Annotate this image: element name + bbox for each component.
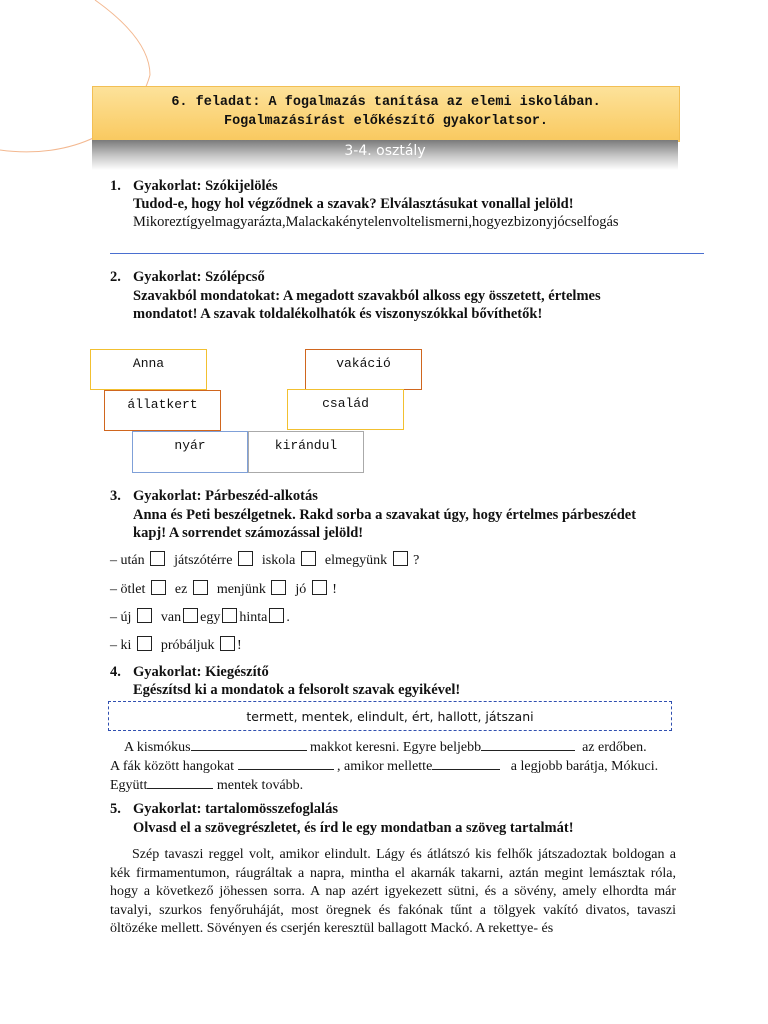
dialogue-punct: ? [413, 553, 420, 568]
number-box[interactable] [151, 580, 166, 595]
number-box[interactable] [393, 551, 408, 566]
word-box-kirandul [248, 431, 364, 473]
dialogue-word: – ki [110, 638, 132, 653]
dialogue-word: – után [110, 553, 145, 568]
exercise-title: Gyakorlat: Szókijelölés [133, 178, 278, 194]
dialogue-word: játszótérre [174, 553, 233, 568]
word-chain-text: Mikoreztígyelmagyarázta,Malackakénytelenvoltelismerni,hogyezbizonyjócselfogás [133, 214, 619, 230]
dialogue-word: ez [174, 582, 188, 597]
dialogue-row-1 [110, 551, 419, 569]
dialogue-word: van [160, 610, 182, 625]
dialogue-row-2 [110, 580, 337, 598]
dialogue-word: jó [295, 582, 307, 597]
blank-field[interactable] [191, 738, 307, 751]
fill-in-paragraph [110, 738, 676, 795]
blank-field[interactable] [238, 757, 334, 770]
sentence-part: , amikor mellette [337, 759, 433, 774]
exercise-title: Gyakorlat: tartalomösszefoglalás [133, 801, 338, 817]
sentence-part: az erdőben. [582, 740, 647, 755]
dialogue-row-4 [110, 636, 242, 654]
sentence-part: A fák között hangokat [110, 759, 235, 774]
word-box-label: állatkert [127, 397, 198, 412]
dialogue-row-3 [110, 608, 290, 626]
exercise-number: 4. [110, 664, 121, 680]
sentence-part: makkot keresni. Egyre beljebb [310, 740, 482, 755]
exercise-title: Gyakorlat: Kiegészítő [133, 664, 269, 680]
dialogue-word: – ötlet [110, 582, 146, 597]
story-excerpt: Szép tavaszi reggel volt, amikor elindult. Lágy és átlátszó kis felhők játszadoztak boldogan a kék firmamentumon, ráugráltak a napra, mintha el akarnák takarni, aztán megint lemásztak róla, hogy a következő jöhessen sorra. A nap azért igyekezett sütni, és a sövény, amely elhordta már tavalyi, szurkos fenyőruháját, most öregnek és fakónak tűnt a tölgyek vakító divatos, tavaszi öltözéke mellett. Sövényen és cserjén keresztül ballagott Mackó. A rekettye- és [110, 847, 676, 936]
number-box[interactable] [271, 580, 286, 595]
exercise-instruction-2: mondatot! A szavak toldalékolhatók és viszonyszókkal bővíthetők! [133, 306, 543, 322]
number-box[interactable] [312, 580, 327, 595]
number-box[interactable] [301, 551, 316, 566]
sentence-part: A kismókus [124, 740, 191, 755]
blank-field[interactable] [147, 776, 213, 789]
dialogue-punct: . [286, 610, 290, 625]
exercise-instruction-1: Szavakból mondatokat: A megadott szavakból alkoss egy összetett, értelmes [133, 288, 601, 304]
word-box-allatkert [104, 390, 221, 431]
header-title-line1: 6. feladat: A fogalmazás tanítása az elemi iskolában. [171, 95, 601, 110]
exercise-number: 1. [110, 178, 121, 194]
word-box-anna [90, 349, 207, 390]
header-title-line2: Fogalmazásírást előkészítő gyakorlatsor. [223, 114, 549, 129]
sentence-part: a legjobb barátja, Mókuci. [510, 759, 659, 774]
blank-field[interactable] [432, 757, 500, 770]
header-banner [92, 86, 680, 142]
number-box[interactable] [183, 608, 198, 623]
fill-in-line-2 [110, 757, 676, 776]
word-box-label: nyár [174, 438, 206, 453]
exercise-number: 2. [110, 269, 121, 285]
word-list-box: termett, mentek, elindult, ért, hallott, játszani [108, 701, 672, 731]
exercise-instruction: Tudod-e, hogy hol végződnek a szavak? Elválasztásukat vonallal jelöld! [133, 196, 574, 212]
number-box[interactable] [150, 551, 165, 566]
fill-in-line-3 [110, 776, 676, 795]
number-box[interactable] [269, 608, 284, 623]
number-box[interactable] [220, 636, 235, 651]
dialogue-punct: ! [332, 582, 337, 597]
blank-field[interactable] [481, 738, 575, 751]
answer-line[interactable] [110, 253, 704, 254]
exercise-title: Gyakorlat: Párbeszéd-alkotás [133, 488, 318, 504]
number-box[interactable] [238, 551, 253, 566]
word-box-vakacio [305, 349, 422, 390]
word-box-csalad [287, 389, 404, 430]
word-box-label: család [322, 396, 369, 411]
dialogue-word: menjünk [216, 582, 266, 597]
dialogue-punct: ! [237, 638, 242, 653]
word-box-label: Anna [132, 356, 165, 371]
exercise-instruction: Olvasd el a szövegrészletet, és írd le egy mondatban a szöveg tartalmát! [133, 820, 574, 836]
exercise-instruction: Egészítsd ki a mondatok a felsorolt szavak egyikével! [133, 682, 461, 698]
grade-banner [92, 140, 678, 170]
exercise-number: 5. [110, 801, 121, 817]
exercise-title: Gyakorlat: Szólépcső [133, 269, 265, 285]
sentence-part: Együtt [110, 778, 148, 793]
word-box-nyar [132, 431, 248, 473]
dialogue-word: egy [200, 610, 221, 625]
number-box[interactable] [193, 580, 208, 595]
dialogue-word: elmegyünk [324, 553, 388, 568]
exercise-number: 3. [110, 488, 121, 504]
dialogue-word: iskola [261, 553, 296, 568]
dialogue-word: – új [110, 610, 132, 625]
exercise-instruction-1: Anna és Peti beszélgetnek. Rakd sorba a szavakat úgy, hogy értelmes párbeszédet [133, 507, 637, 523]
grade-label: 3-4. osztály [344, 143, 426, 159]
number-box[interactable] [137, 608, 152, 623]
exercise-instruction-2: kapj! A sorrendet számozással jelöld! [133, 525, 364, 541]
number-box[interactable] [137, 636, 152, 651]
sentence-part: mentek tovább. [216, 778, 304, 793]
dialogue-word: hinta [239, 610, 268, 625]
fill-in-line-1 [110, 738, 676, 757]
dialogue-word: próbáljuk [160, 638, 215, 653]
word-box-label: vakáció [336, 356, 391, 371]
word-box-label: kirándul [274, 438, 338, 453]
number-box[interactable] [222, 608, 237, 623]
